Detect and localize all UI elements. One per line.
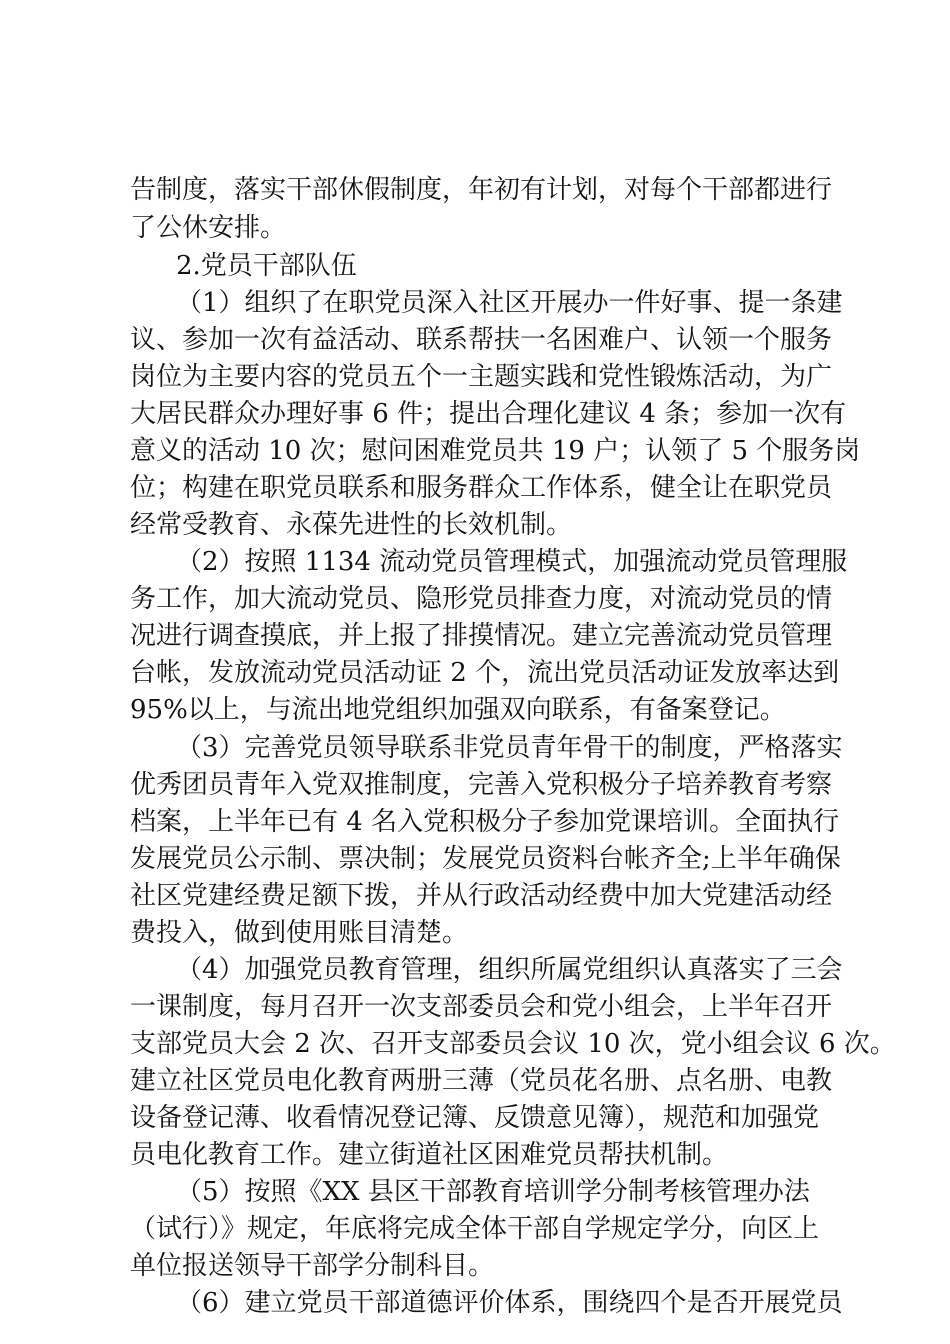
line-text: （2）按照 1134 流动党员管理模式，加强流动党员管理服: [176, 547, 848, 577]
line-text: 建立社区党员电化教育两册三薄（党员花名册、点名册、电教: [130, 1066, 833, 1096]
text-line: [0, 1136, 950, 1174]
text-line: [0, 951, 950, 989]
text-line: [0, 1025, 950, 1063]
text-line: [0, 321, 950, 359]
text-line: [0, 691, 950, 729]
line-text: （3）完善党员领导联系非党员青年骨干的制度，严格落实: [176, 733, 843, 763]
text-line: [0, 617, 950, 655]
line-text: （1）组织了在职党员深入社区开展办一件好事、提一条建: [176, 288, 843, 318]
line-text: 发展党员公示制、票决制；发展党员资料台帐齐全;上半年确保: [130, 844, 841, 874]
text-line: [0, 1210, 950, 1248]
line-text: 支部党员大会 2 次、召开支部委员会议 10 次，党小组会议 6 次。: [130, 1029, 896, 1059]
line-text: 一课制度，每月召开一次支部委员会和党小组会，上半年召开: [130, 992, 833, 1022]
line-text: 位；构建在职党员联系和服务群众工作体系，健全让在职党员: [130, 473, 833, 503]
text-line: [0, 1062, 950, 1100]
line-text: 费投入，做到使用账目清楚。: [130, 918, 469, 948]
text-line: [0, 914, 950, 952]
line-text: 档案，上半年已有 4 名入党积极分子参加党课培训。全面执行: [130, 807, 840, 837]
text-line: [0, 1247, 950, 1285]
text-line: [0, 1173, 950, 1211]
line-text: （6）建立党员干部道德评价体系，围绕四个是否开展党员: [176, 1288, 843, 1318]
line-text: 意义的活动 10 次；慰问困难党员共 19 户；认领了 5 个服务岗: [130, 436, 861, 466]
text-line: [0, 284, 950, 322]
text-line: [0, 729, 950, 767]
line-text: （5）按照《XX 县区干部教育培训学分制考核管理办法: [176, 1177, 810, 1207]
text-line: [0, 1099, 950, 1137]
line-text: 了公休安排。: [130, 213, 287, 243]
text-line: [0, 988, 950, 1026]
line-text: 议、参加一次有益活动、联系帮扶一名困难户、认领一个服务: [130, 325, 833, 355]
text-line: [0, 1284, 950, 1322]
text-line: [0, 654, 950, 692]
text-line: [0, 395, 950, 433]
line-text: 告制度，落实干部休假制度，年初有计划，对每个干部都进行: [130, 175, 833, 205]
text-line: [0, 209, 950, 247]
line-text: 社区党建经费足额下拨，并从行政活动经费中加大党建活动经: [130, 881, 833, 911]
text-line: [0, 543, 950, 581]
line-text: （试行）》规定，年底将完成全体干部自学规定学分，向区上: [130, 1214, 820, 1244]
line-text: 况进行调查摸底，并上报了排摸情况。建立完善流动党员管理: [130, 621, 833, 651]
line-text: 设备登记薄、收看情况登记簿、反馈意见簿），规范和加强党: [130, 1103, 820, 1133]
line-text: 95%以上，与流出地党组织加强双向联系，有备案登记。: [130, 695, 786, 725]
line-text: 务工作，加大流动党员、隐形党员排查力度，对流动党员的情: [130, 584, 833, 614]
line-text: 员电化教育工作。建立街道社区困难党员帮扶机制。: [130, 1140, 729, 1170]
line-text: 经常受教育、永葆先进性的长效机制。: [130, 510, 573, 540]
line-text: 单位报送领导干部学分制科目。: [130, 1251, 495, 1281]
text-line: [0, 803, 950, 841]
text-line: [0, 432, 950, 470]
text-line: [0, 358, 950, 396]
section-heading: [0, 247, 950, 285]
line-text: 大居民群众办理好事 6 件；提出合理化建议 4 条；参加一次有: [130, 399, 847, 429]
text-line: [0, 506, 950, 544]
line-text: 岗位为主要内容的党员五个一主题实践和党性锻炼活动，为广: [130, 362, 833, 392]
text-line: [0, 171, 950, 209]
line-text: 2.党员干部队伍: [176, 251, 357, 281]
line-text: （4）加强党员教育管理，组织所属党组织认真落实了三会: [176, 955, 843, 985]
text-line: [0, 840, 950, 878]
text-line: [0, 469, 950, 507]
line-text: 优秀团员青年入党双推制度，完善入党积极分子培养教育考察: [130, 770, 833, 800]
text-line: [0, 877, 950, 915]
text-line: [0, 766, 950, 804]
text-line: [0, 580, 950, 618]
line-text: 台帐，发放流动党员活动证 2 个，流出党员活动证发放率达到: [130, 658, 840, 688]
